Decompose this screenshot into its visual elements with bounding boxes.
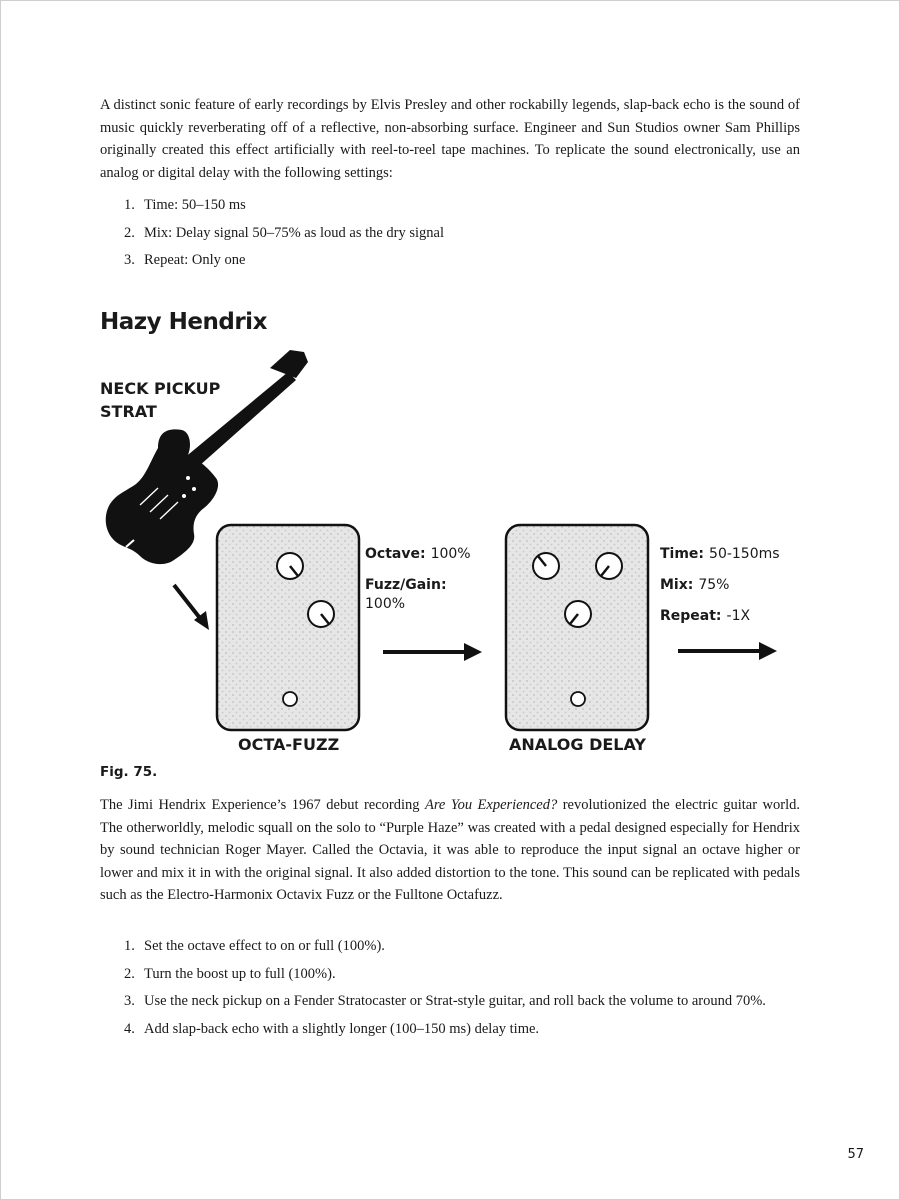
list-item	[124, 935, 800, 958]
mix-setting	[660, 576, 729, 595]
repeat-setting	[660, 607, 750, 626]
list-text: Add slap-back echo with a slightly longer (100–150 ms) delay time.	[144, 1020, 540, 1037]
list-number: 3.	[124, 993, 135, 1009]
setting-label: Octave:	[365, 546, 426, 562]
setting-value: 100%	[430, 546, 471, 562]
mix-knob	[596, 553, 622, 579]
list-item	[124, 963, 800, 986]
fuzz-gain-setting	[365, 576, 452, 614]
list-number: 4.	[124, 1020, 135, 1037]
setting-label: Time:	[660, 546, 705, 562]
list-text: Time: 50–150 ms	[144, 197, 246, 213]
intro-paragraph: A distinct sonic feature of early recordings by Elvis Presley and other rockabilly legends, slap-back echo is the sound of music quickly reverberating off of a reflective, non-absorbing surface. Engineer and Sun Studios owner Sam Phillips originally created this effect artificially with reel-to-reel tape machines. To replicate the sound electronically, use an analog or digital delay with the following settings:	[100, 97, 800, 181]
list-number: 1.	[124, 938, 135, 954]
hendrix-paragraph	[100, 794, 800, 907]
setting-value: 75%	[698, 577, 730, 593]
list-item	[124, 1018, 800, 1041]
setting-value: 100%	[365, 596, 406, 612]
setting-label: Mix:	[660, 577, 694, 593]
list-text: Repeat: Only one	[144, 252, 246, 268]
album-title: Are You Experienced?	[424, 797, 558, 813]
analog-delay-pedal	[506, 525, 648, 730]
list-number: 3.	[124, 252, 135, 268]
list-text: Turn the boost up to full (100%).	[144, 965, 336, 982]
hendrix-steps	[124, 935, 800, 1040]
octave-setting	[365, 545, 471, 564]
list-item	[124, 990, 800, 1013]
octafuzz-label: OCTA-FUZZ	[238, 735, 340, 754]
time-knob	[533, 553, 559, 579]
paragraph-text: revolutionized the electric guitar world. The otherworldly, melodic squall on the solo to “Purple Haze” was created with a pedal designed especially for Hendrix by sound technician Roger Mayer. Called the Octavia, it was able to reproduce the input signal an octave higher or lower and mix it in with the original signal. It also added distortion to the tone. This sound can be replicated with pedals such as the Electro-Harmonix Octavix Fuzz or the Fulltone Octafuzz.	[100, 797, 800, 903]
guitar-label-line1: NECK PICKUP	[100, 379, 221, 398]
setting-value: -1X	[726, 608, 751, 624]
section-title: Hazy Hendrix	[100, 309, 267, 335]
arrow-output	[678, 642, 777, 660]
list-text: Set the octave effect to on or full (100%).	[144, 938, 385, 954]
analog-delay-label: ANALOG DELAY	[509, 735, 646, 754]
arrow-octafuzz-to-delay	[383, 643, 482, 661]
led-indicator	[283, 692, 297, 706]
time-setting	[660, 545, 780, 564]
list-number: 2.	[124, 965, 135, 982]
fuzz-gain-knob	[308, 601, 334, 627]
octafuzz-pedal	[217, 525, 359, 730]
led-indicator	[571, 692, 585, 706]
repeat-knob	[565, 601, 591, 627]
setting-value: 50-150ms	[709, 546, 780, 562]
list-text: Use the neck pickup on a Fender Stratocaster or Strat-style guitar, and roll back the volume to around 70%.	[144, 993, 766, 1009]
list-number: 1.	[124, 197, 135, 213]
setting-label: Repeat:	[660, 608, 722, 624]
paragraph-text: The Jimi Hendrix Experience’s 1967 debut recording	[100, 797, 425, 813]
list-number: 2.	[124, 224, 135, 241]
setting-label: Fuzz/Gain:	[365, 577, 447, 593]
octave-knob	[277, 553, 303, 579]
page-number: 57	[847, 1147, 864, 1162]
figure-caption: Fig. 75.	[100, 764, 158, 780]
list-text: Mix: Delay signal 50–75% as loud as the dry signal	[144, 224, 445, 241]
arrow-guitar-to-octafuzz	[174, 585, 209, 630]
guitar-label-line2: STRAT	[100, 402, 157, 421]
